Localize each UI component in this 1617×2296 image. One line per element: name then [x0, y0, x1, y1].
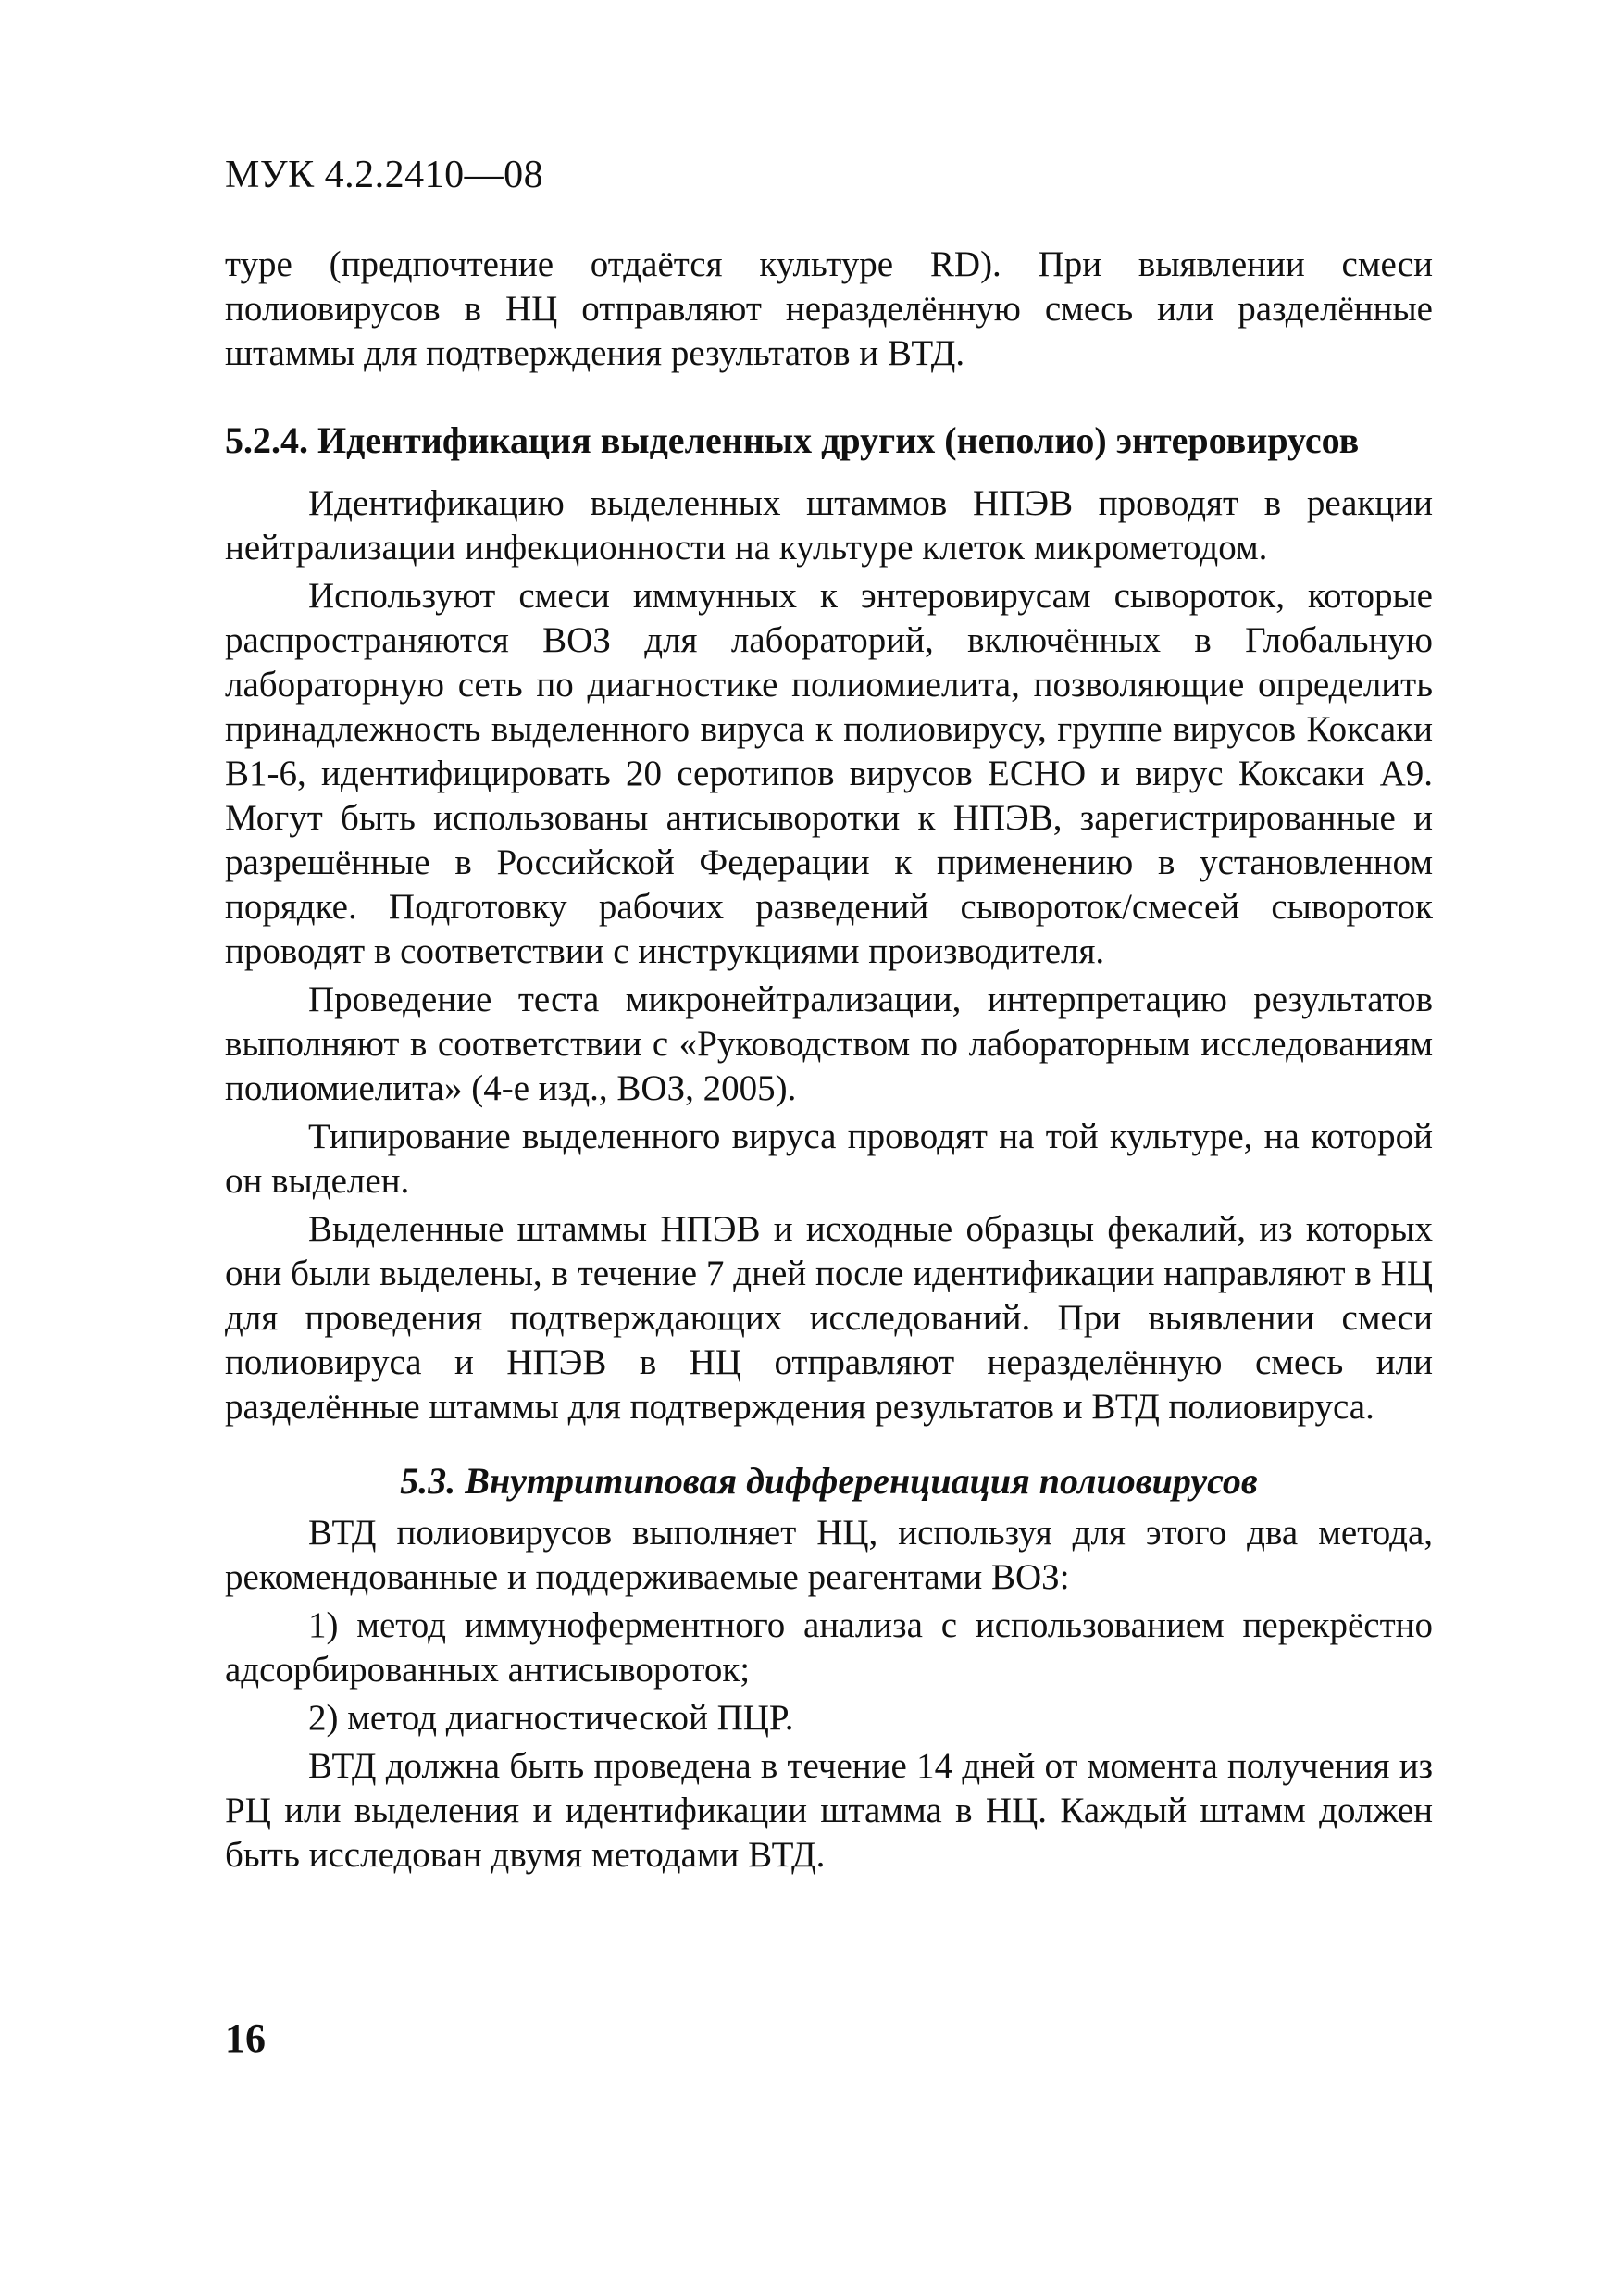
section-heading-5-2-4: 5.2.4. Идентификация выделенных других (неполио) энтеровирусов: [225, 419, 1360, 461]
paragraph: Используют смеси иммунных к энтеровирусам сывороток, которые распространяются ВОЗ для лабораторий, включённых в Глобальную лабораторную сеть по диагностике полиомиелита, позволяющие определить принадлежность выделенного вируса к полиовирусу, группе вирусов Коксаки В1-6, идентифицировать 20 серотипов вирусов ЕСНО и вирус Коксаки А9. Могут быть использованы антисыворотки к НПЭВ, зарегистрированные и разрешённые в Российской Федерации к применению в установленном порядке. Подготовку рабочих разведений сывороток/смесей сывороток проводят в соответствии с инструкциями производителя.: [225, 576, 1433, 971]
section-heading-5-3: 5.3. Внутритиповая дифференциация полиовирусов: [400, 1460, 1258, 1502]
page-number: 16: [225, 2015, 266, 2061]
paragraph-continuation: туре (предпочтение отдаётся культуре RD). При выявлении смеси полиовирусов в НЦ отправляют неразделённую смесь или разделённые штаммы для подтверждения результатов и ВТД.: [225, 244, 1433, 373]
paragraph: Идентификацию выделенных штаммов НПЭВ проводят в реакции нейтрализации инфекционности на культуре клеток микрометодом.: [225, 483, 1433, 568]
list-item: 2) метод диагностической ПЦР.: [308, 1698, 794, 1738]
paragraph: ВТД полиовирусов выполняет НЦ, используя для этого два метода, рекомендованные и поддерживаемые реагентами ВОЗ:: [225, 1513, 1433, 1597]
paragraph: Выделенные штаммы НПЭВ и исходные образцы фекалий, из которых они были выделены, в течение 7 дней после идентификации направляют в НЦ для проведения подтверждающих исследований. При выявлении смеси полиовируса и НПЭВ в НЦ отправляют неразделённую смесь или разделённые штаммы для подтверждения результатов и ВТД полиовируса.: [225, 1209, 1433, 1427]
paragraph: Типирование выделенного вируса проводят на той культуре, на которой он выделен.: [225, 1117, 1433, 1201]
page-body: [225, 243, 1433, 1878]
paragraph: ВТД должна быть проведена в течение 14 дней от момента получения из РЦ или выделения и идентификации штамма в НЦ. Каждый штамм должен быть исследован двумя методами ВТД.: [225, 1746, 1433, 1875]
paragraph: Проведение теста микронейтрализации, интерпретацию результатов выполняют в соответствии с «Руководством по лабораторным исследованиям полиомиелита» (4-е изд., ВОЗ, 2005).: [225, 980, 1433, 1108]
document-code-header: МУК 4.2.2410—08: [225, 154, 544, 196]
list-item: 1) метод иммуноферментного анализа с использованием перекрёстно адсорбированных антисывороток;: [225, 1605, 1433, 1690]
